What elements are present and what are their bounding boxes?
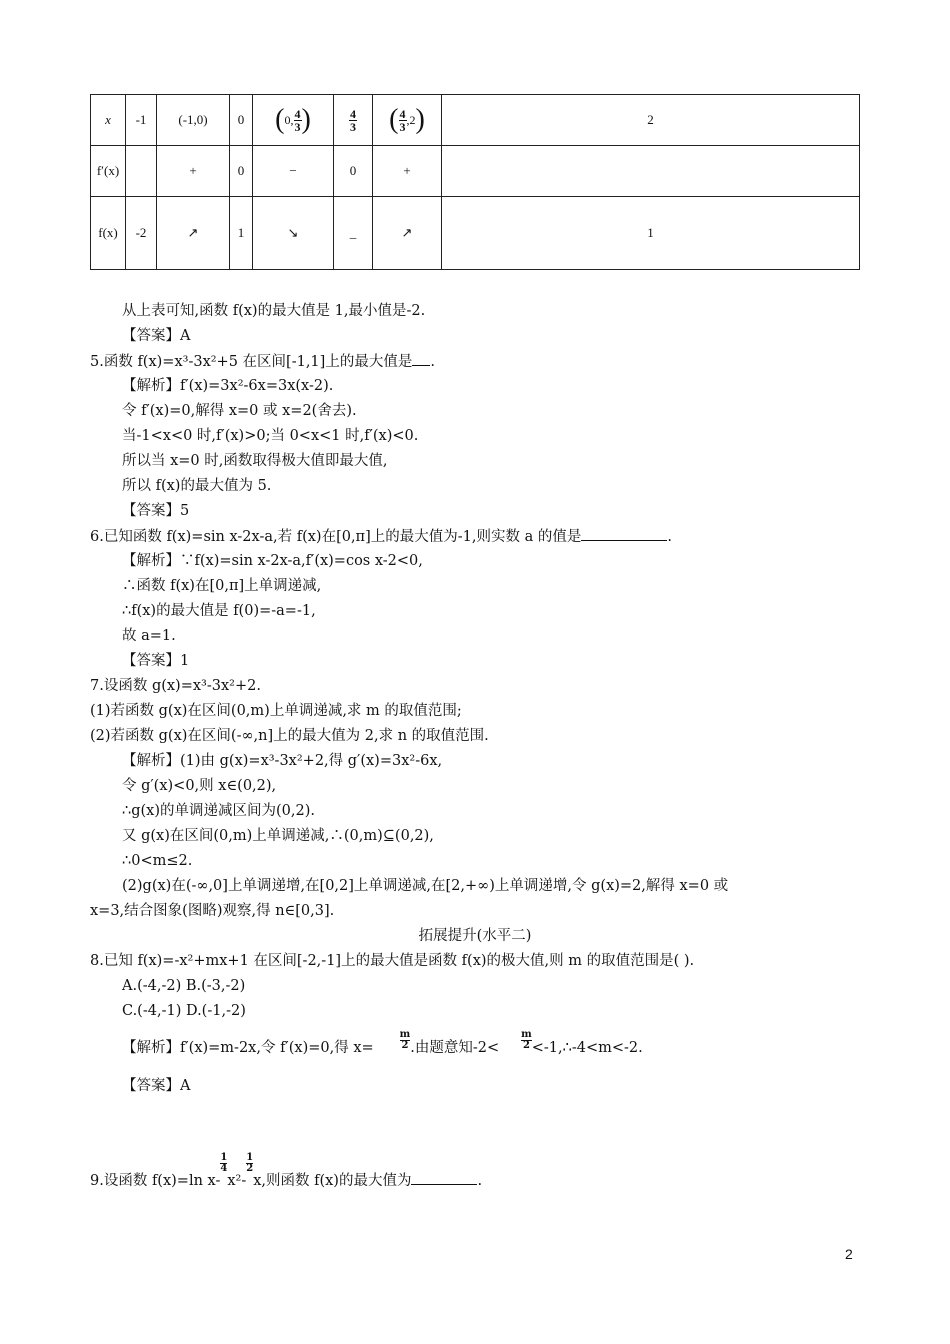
text-line: 又 g(x)在区间(0,m)上单调递减,∴(0,m)⊆(0,2), — [122, 828, 434, 844]
text-line: ∴g(x)的单调递减区间为(0,2). — [122, 803, 315, 819]
text-line: ∴0<m≤2. — [122, 853, 193, 869]
table-cell — [442, 146, 860, 197]
table-cell: 1 — [230, 197, 253, 270]
option-line: C.(-4,-1) D.(-1,-2) — [122, 1003, 246, 1019]
text-line: 所以 f(x)的最大值为 5. — [122, 478, 272, 494]
table-cell: 1 — [442, 197, 860, 270]
question-8: 8.已知 f(x)=-x²+mx+1 在区间[-2,-1]上的最大值是函数 f(x)的极大值,则 m 的取值范围是( ). — [90, 953, 695, 969]
table-cell: − — [253, 146, 334, 197]
text-line: 从上表可知,函数 f(x)的最大值是 1,最小值是-2. — [122, 303, 426, 319]
answer-line: 【答案】1 — [122, 653, 190, 669]
table-cell: 0 — [230, 95, 253, 146]
table-row-derivative — [91, 146, 860, 197]
text-line: 【解析】∵f(x)=sin x-2x-a,f′(x)=cos x-2<0, — [122, 553, 423, 569]
table-cell: (-1,0) — [157, 95, 230, 146]
table-cell: -1 — [126, 95, 157, 146]
text-line: x=3,结合图象(图略)观察,得 n∈[0,3]. — [90, 903, 335, 919]
text-line: (1)若函数 g(x)在区间(0,m)上单调递减,求 m 的取值范围; — [90, 703, 462, 719]
table-cell: + — [157, 146, 230, 197]
table-cell: 2 — [442, 95, 860, 146]
table-cell — [126, 146, 157, 197]
answer-blank — [411, 1170, 477, 1185]
page-number: 2 — [845, 1246, 853, 1262]
table-cell: x — [91, 95, 126, 146]
option-line: A.(-4,-2) B.(-3,-2) — [122, 978, 246, 994]
table-cell: (0, $\frac{4}{3}$ ) — [253, 95, 334, 146]
text-line: 【解析】f′(x)=m-2x,令 f′(x)=0,得 x= $\frac{m}{2}$.由题意知-2< $\frac{m}{2}<-1,\therefore-4<m<-2$. — [122, 1029, 643, 1056]
text-line: (2)g(x)在(-∞,0]上单调递增,在[0,2]上单调递减,在[2,+∞)上单调递增,令 g(x)=2,解得 x=0 或 — [122, 878, 729, 894]
answer-line: 【答案】5 — [122, 503, 190, 519]
answer-blank — [412, 351, 430, 366]
table-cell: f(x) — [91, 197, 126, 270]
text-line: (2)若函数 g(x)在区间(-∞,n]上的最大值为 2,求 n 的取值范围. — [90, 728, 489, 744]
table-row-x — [91, 95, 860, 146]
text-line: 当-1<x<0 时,f′(x)>0;当 0<x<1 时,f′(x)<0. — [122, 428, 419, 444]
text-line: 【解析】(1)由 g(x)=x³-3x²+2,得 g′(x)=3x²-6x, — [122, 753, 443, 769]
text-line: ∴函数 f(x)在[0,π]上单调递减, — [122, 578, 322, 594]
table-cell: ↗ — [373, 197, 442, 270]
answer-line: 【答案】A — [122, 328, 191, 344]
table-cell: 0 — [230, 146, 253, 197]
table-cell: f′(x) — [91, 146, 126, 197]
question-5: 5.函数 f(x)=x³-3x²+5 在区间[-1,1]上的最大值是 . — [90, 351, 435, 372]
table-row-function — [91, 197, 860, 270]
text-line: ∴f(x)的最大值是 f(0)=-a=-1, — [122, 603, 316, 619]
table-cell: -2 — [126, 197, 157, 270]
text-line: 所以当 x=0 时,函数取得极大值即最大值, — [122, 453, 388, 469]
answer-line: 【答案】A — [122, 1078, 191, 1094]
section-heading: 拓展提升(水平二) — [418, 928, 532, 944]
table-cell: _ — [334, 197, 373, 270]
question-7: 7.设函数 g(x)=x³-3x²+2. — [90, 678, 261, 694]
table-cell: + — [373, 146, 442, 197]
variation-table — [90, 94, 860, 270]
table-cell: ( $\frac{4}{3}$ ,2) — [373, 95, 442, 146]
text-line: 【解析】f′(x)=3x²-6x=3x(x-2). — [122, 378, 334, 394]
text-line: 令 f′(x)=0,解得 x=0 或 x=2(舍去). — [122, 403, 357, 419]
answer-blank — [581, 526, 667, 541]
text-line: 故 a=1. — [122, 628, 176, 644]
table-cell: $\frac{4}{3}$ — [334, 95, 373, 146]
question-9: 9.设函数 f(x)=ln x- $\frac{1}{4}x^2-$ $\frac{1}{2}x$,则函数 f(x)的最大值为 . — [90, 1152, 483, 1189]
table-cell: 0 — [334, 146, 373, 197]
question-6: 6.已知函数 f(x)=sin x-2x-a,若 f(x)在[0,π]上的最大值为-1,则实数 a 的值是 . — [90, 526, 672, 547]
text-line: 令 g′(x)<0,则 x∈(0,2), — [122, 778, 277, 794]
table-cell: ↘ — [253, 197, 334, 270]
table-cell: ↗ — [157, 197, 230, 270]
